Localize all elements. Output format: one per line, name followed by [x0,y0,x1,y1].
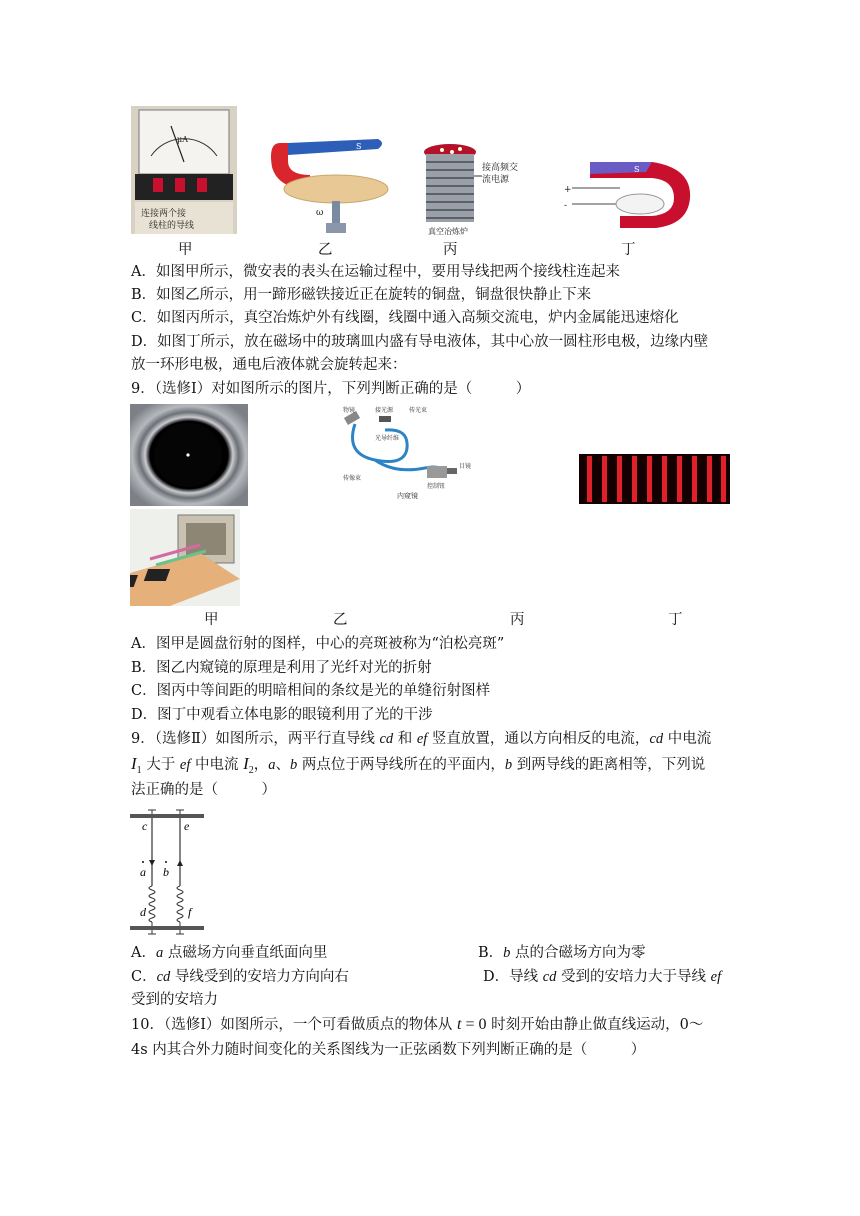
furnace-label-2: 流电源 [482,175,510,185]
endoscope-illustration [335,404,495,500]
endoscope-label-image-bundle: 传像束 [343,475,362,482]
endoscope-label-light-bundle: 传光束 [409,407,428,414]
q9b-option-text: 导线受到的安培力方向向右 [170,969,349,985]
figure-fringes [579,454,730,504]
meter-unit: μA [177,135,188,144]
microammeter-illustration [131,106,237,234]
q8-option-d: D．如图丁所示，放在磁场中的玻璃皿内盛有导电液体，其中心放一圆柱形电极，边缘内壁 [131,334,709,350]
q10-text: 10．（选修Ⅰ）如图所示，一个可看做质点的物体从 [131,1017,458,1033]
endoscope-caption: 内窥镜 [397,492,418,500]
q10-eq: = 0 [461,1016,487,1033]
q10-stem-line2: 4s 内其合外力随时间变化的关系图线为一正弦函数下列判断正确的是（ ） [131,1042,646,1058]
meter-note-1: 连接两个接 [141,209,187,219]
endoscope-label-objective: 物镜 [343,407,356,414]
q9b-var-b: b [504,757,513,773]
q9b-text: 大于 [141,757,180,773]
fringes-illustration [579,454,730,504]
q9b-var-cd: cd [156,969,171,985]
fig8-caption-jia: 甲 [178,242,193,258]
svg-text:+: + [564,185,572,195]
wire-label-d: d [140,905,146,919]
fig9-caption-yi: 乙 [333,612,348,628]
figure-furnace [420,140,530,236]
poisson-spot-illustration [130,404,248,506]
q9b-text: 中电流 [190,757,244,773]
magnet-letter-2: S [634,165,640,174]
q9b-text: 和 [393,731,417,747]
q9b-text: ， [253,757,269,773]
fig8-caption-bing: 丙 [443,242,458,258]
wire-label-f: f [188,905,192,919]
point-label-b: b [163,865,169,879]
q9b-option-text: 点的合磁场方向为零 [510,945,646,961]
q9b-var-cd: cd [542,969,557,985]
q8-option-d-cont: 放一环形电极，通电后液体就会旋转起来： [131,357,407,373]
q9b-option-text: A． [131,945,156,961]
current-arrow-up [177,860,183,866]
wire-label-c: c [142,819,148,833]
figure-3d-glasses [130,509,240,606]
rotating-liquid-illustration [560,158,698,232]
q9b-stem-line1 [131,729,711,749]
q10-text: 时刻开始由静止做直线运动，0～ [486,1017,704,1033]
q9b-var-b: b [503,945,511,961]
q9b-text: 9．（选修Ⅱ）如图所示，两平行直导线 [131,731,380,747]
endoscope-label-control: 控制钮 [427,483,446,490]
q10-var-t: t [457,1016,462,1033]
wire-label-e: e [184,819,190,833]
figure-microammeter [131,106,237,234]
q9b-text: 到两导线的距离相等，下列说 [512,757,706,773]
fig9-caption-ding: 丁 [668,612,683,628]
3d-glasses-illustration [130,509,240,606]
parallel-wires-diagram [128,804,208,936]
q9b-option-a [131,943,327,963]
endoscope-label-fiber: 光导纤维 [375,435,400,442]
furnace-label-1: 接高频交 [482,163,519,173]
q9b-stem-line3: 法正确的是（ ） [131,782,276,798]
q9a-option-d: D．图丁中观看立体电影的眼镜利用了光的干涉 [131,707,433,723]
q9b-text: 、 [275,757,290,773]
fig8-caption-ding: 丁 [621,242,636,258]
figure-poisson-spot [130,404,248,506]
q9b-var-a: a [155,945,164,961]
meter-note-2: 线柱的导线 [149,221,195,231]
q9b-text: 竖直放置，通以方向相反的电流， [427,731,650,747]
q9a-stem: 9．（选修Ⅰ）对如图所示的图片，下列判断正确的是（ ） [131,381,531,397]
q9a-option-c: C．图丙中等间距的明暗相间的条纹是光的单缝衍射图样 [131,683,491,699]
q9b-var-I2: I [243,754,249,773]
q9b-var-ef: ef [179,757,191,773]
magnet-letter: S [356,142,362,151]
q9b-text: 两点位于两导线所在的平面内， [297,757,505,773]
q9b-var-I1-sub: 1 [136,764,142,776]
q9b-option-text: D．导线 [483,969,543,985]
fig8-caption-yi: 乙 [318,242,333,258]
fig9-caption-jia: 甲 [204,612,219,628]
q9a-option-b: B．图乙内窥镜的原理是利用了光纤对光的折射 [131,660,432,676]
q9b-var-cd: cd [649,731,664,747]
figure-copper-disk [270,131,390,235]
svg-text:-: - [564,201,568,211]
q9b-var-a: a [268,757,276,773]
q9b-option-text: C． [131,969,157,985]
q9b-var-ef: ef [710,969,722,985]
q9b-var-cd: cd [379,731,394,747]
fig9-caption-bing: 丙 [510,612,525,628]
furnace-caption: 真空冶炼炉 [428,227,468,236]
q9b-stem-line2 [131,754,705,781]
q8-option-a: A．如图甲所示，微安表的表头在运输过程中，要用导线把两个接线柱连起来 [131,264,620,280]
omega-label: ω [316,208,324,218]
copper-disk-illustration [270,131,390,235]
q9b-var-I2-sub: 2 [248,764,254,776]
q9b-option-d [483,967,721,987]
endoscope-label-light-in: 接光源 [375,407,394,414]
q9b-var-b: b [290,757,298,773]
current-arrow-down [149,860,155,866]
point-label-a: a [140,865,146,879]
q9b-var-ef: ef [416,731,428,747]
q9b-option-text: 点磁场方向垂直纸面向里 [163,945,328,961]
q9b-option-text: B． [478,945,504,961]
q9b-text: 中电流 [663,731,712,747]
endoscope-label-eyepiece: 目镜 [459,463,472,470]
figure-endoscope [335,404,495,500]
figure-parallel-wires [128,804,208,936]
q9b-option-b [478,943,646,963]
q9b-option-text: 受到的安培力大于导线 [556,969,711,985]
q9b-option-d-cont: 受到的安培力 [131,992,218,1008]
q9b-var-I1: I [131,754,137,773]
q9a-option-a: A．图甲是圆盘衍射的图样，中心的亮斑被称为“泊松亮斑” [131,636,505,652]
q8-option-c: C．如图丙所示，真空冶炼炉外有线圈，线圈中通入高频交流电，炉内金属能迅速熔化 [131,310,679,326]
furnace-illustration [420,140,530,236]
q10-stem-line1 [131,1015,703,1035]
q8-option-b: B．如图乙所示，用一蹄形磁铁接近正在旋转的铜盘，铜盘很快静止下来 [131,287,592,303]
figure-rotating-liquid [560,158,698,232]
q9b-option-c [131,967,349,987]
